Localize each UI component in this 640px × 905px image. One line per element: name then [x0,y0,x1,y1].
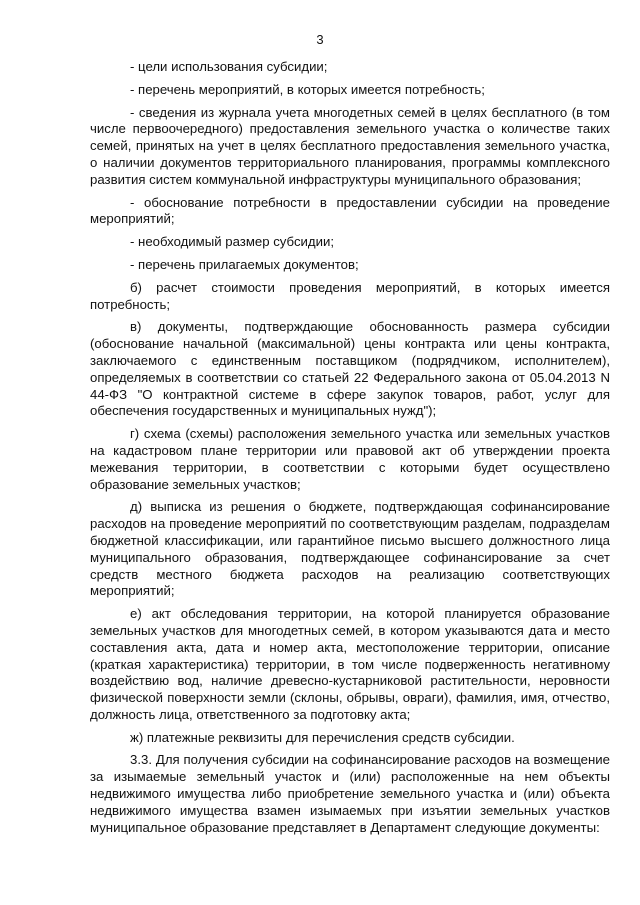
list-item-family-registry-info: - сведения из журнала учета многодетных семей в целях бесплатного (в том числе первоочередного) предоставления земельного участка о количестве таких семей, принятых на учет в целях бесплатного предоставления земельного участка, о наличии документов территориального планирования, программы комплексного развития систем коммунальной инфраструктуры муниципального образования; [90,104,610,187]
page-number: 3 [316,32,324,47]
clause-zh-payment-details: ж) платежные реквизиты для перечисления средств субсидии. [130,729,515,745]
clause-g-land-scheme: г) схема (схемы) расположения земельного участка или земельных участков на кадастровом плане территории или правовой акт об утверждении проекта межевания территории, в соответствии с которыми будет осуществлено образование земельных участков; [90,426,610,492]
clause-v-supporting-documents: в) документы, подтверждающие обоснованность размера субсидии (обоснование начальной (максимальной) цены контракта или цены контракта, заключаемого с единственным поставщиком (подрядчиком, исполнителем), определяемых в соответствии со статьей 22 Федерального закона от 05.04.2013 N 44-ФЗ "О контрактной системе в сфере закупок товаров, работ, услуг для обеспечения государственных и муниципальных нужд"); [90,319,610,419]
list-item-subsidy-amount: - необходимый размер субсидии; [130,234,335,250]
list-item-activities-list: - перечень мероприятий, в которых имеется потребность; [130,81,485,97]
clause-d-budget-extract: д) выписка из решения о бюджете, подтверждающая софинансирование расходов на проведение мероприятий по соответствующим разделам, подразделам бюджетной классификации, или гарантийное письмо высшего должностного лица муниципального образования, подтверждающее софинансирование за счет средств местного бюджета расходов на реализацию соответствующих мероприятий; [90,499,610,599]
document-body [90,59,610,836]
section-3-3: 3.3. Для получения субсидии на софинансирование расходов на возмещение за изымаемые земельный участок и (или) расположенные на нем объекты недвижимого имущества либо приобретение земельного участка и (или) объекта недвижимого имущества взамен изымаемых при изъятии земельных участков муниципальное образование представляет в Департамент следующие документы: [90,752,610,835]
clause-b-cost-calculation: б) расчет стоимости проведения мероприятий, в которых имеется потребность; [90,279,610,312]
clause-e-inspection-act: е) акт обследования территории, на которой планируется образование земельных участков для многодетных семей, в котором указываются дата и место составления акта, дата и номер акта, местоположение территории, описание (краткая характеристика) территории, в том числе подверженность негативному воздействию вод, наличие древесно-кустарниковой растительности, неровности физической поверхности земли (склоны, обрывы, овраги), фамилия, имя, отчество, должность лица, ответственного за подготовку акта; [90,606,610,722]
list-item-attached-documents: - перечень прилагаемых документов; [130,256,359,272]
list-item-subsidy-justification: - обоснование потребности в предоставлении субсидии на проведение мероприятий; [90,194,610,227]
list-item-subsidy-purpose: - цели использования субсидии; [130,59,328,74]
